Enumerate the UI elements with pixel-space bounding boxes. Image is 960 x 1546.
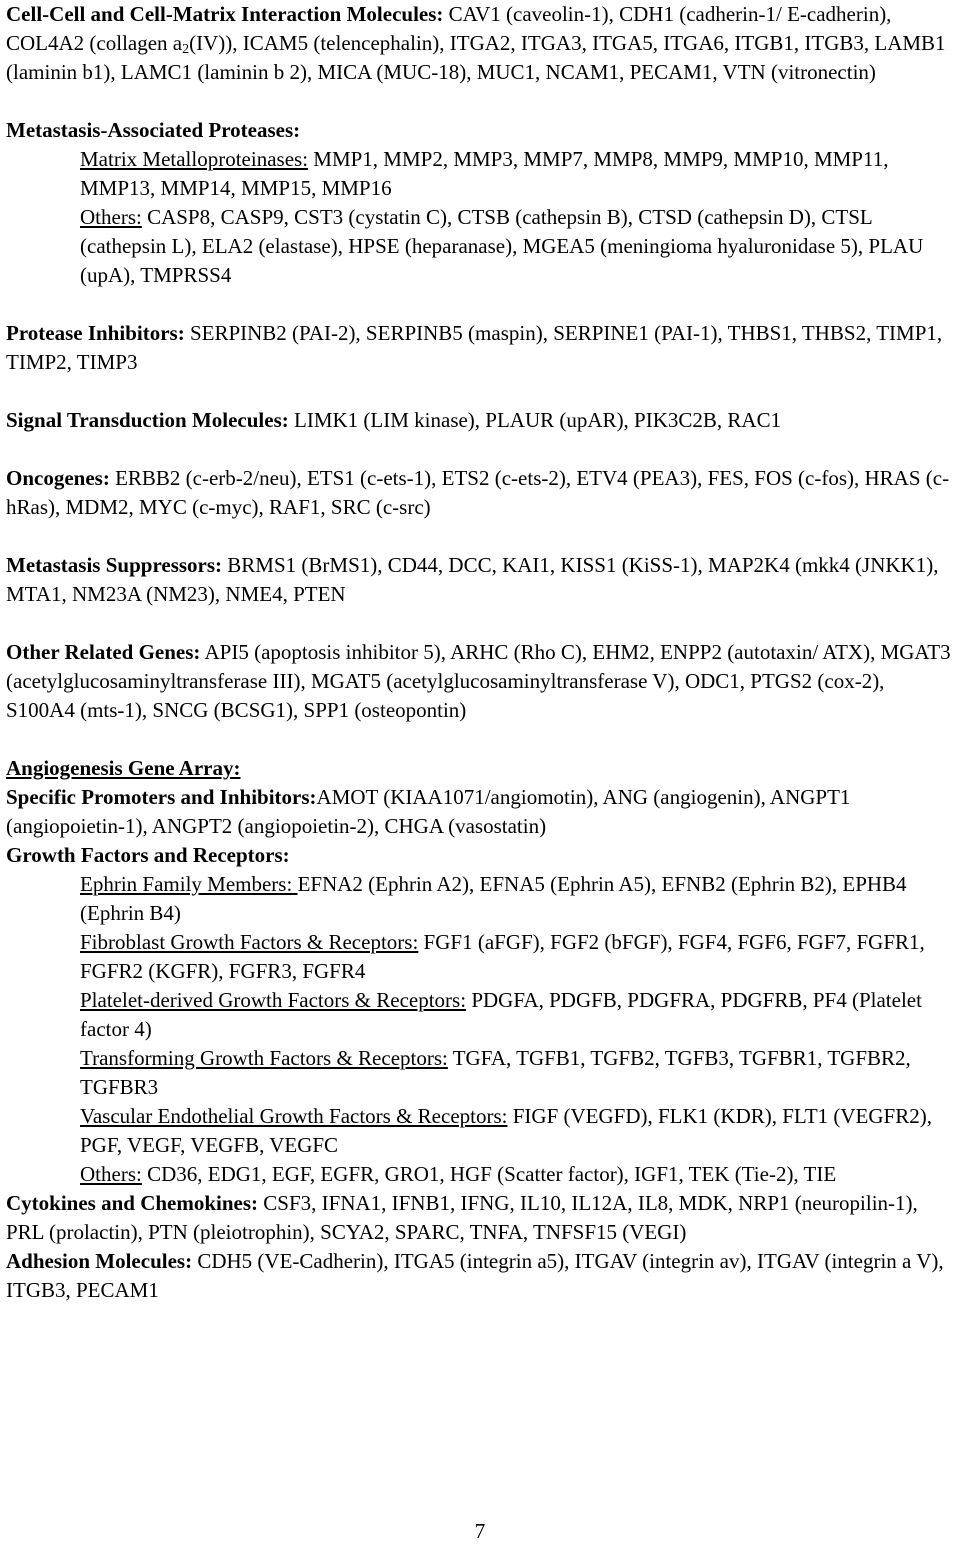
subscript: 2 (182, 42, 190, 57)
cell-cell-paragraph (6, 0, 956, 87)
paragraph-text: PDGFA, PDGFB, PDGFRA, PDGFRB, PF4 (Platelet factor 4) (80, 988, 922, 1041)
page-number: 7 (474, 1519, 486, 1543)
suppressors-paragraph (6, 551, 956, 609)
section-heading: Metastasis Suppressors: (6, 553, 223, 577)
subheading: Fibroblast Growth Factors & Receptors: (80, 930, 419, 954)
subheading: Others: (80, 205, 142, 229)
protease-others-paragraph (6, 203, 956, 290)
section-heading: Cell-Cell and Cell-Matrix Interaction Molecules: (6, 2, 444, 26)
section-heading: Signal Transduction Molecules: (6, 408, 289, 432)
tgf-paragraph (6, 1044, 956, 1102)
paragraph-text: BRMS1 (BrMS1), CD44, DCC, KAI1, KISS1 (KiSS-1), MAP2K4 (mkk4 (JNKK1), MTA1, NM23A (NM23), NME4, PTEN (6, 553, 939, 606)
subheading: Vascular Endothelial Growth Factors & Receptors: (80, 1104, 508, 1128)
subheading: Matrix Metalloproteinases: (80, 147, 309, 171)
subheading: Ephrin Family Members: (80, 872, 298, 896)
ephrin-paragraph (6, 870, 956, 928)
promoters-paragraph (6, 783, 956, 841)
section-heading: Other Related Genes: (6, 640, 201, 664)
signal-paragraph (6, 406, 956, 435)
paragraph-text: CAV1 (caveolin-1), CDH1 (cadherin-1/ E-cadherin), COL4A2 (collagen a (6, 2, 892, 55)
paragraph-text: FIGF (VEGFD), FLK1 (KDR), FLT1 (VEGFR2), PGF, VEGF, VEGFB, VEGFC (80, 1104, 932, 1157)
paragraph-text: API5 (apoptosis inhibitor 5), ARHC (Rho C), EHM2, ENPP2 (autotaxin/ ATX), MGAT3 (acetylglucosaminyltransferase III), MGAT5 (acetylglucosaminyltransferase V), ODC1, PTGS2 (cox-2), S100A4 (mts-1), SNCG (BCSG1), SPP1 (osteopontin) (6, 640, 951, 722)
paragraph-text: (IV)), ICAM5 (telencephalin), ITGA2, ITGA3, ITGA5, ITGA6, ITGB1, ITGB3, LAMB1 (laminin b1), LAMC1 (laminin b 2), MICA (MUC-18), MUC1, NCAM1, PECAM1, VTN (vitronectin) (6, 31, 946, 84)
paragraph-text: TGFA, TGFB1, TGFB2, TGFB3, TGFBR1, TGFBR2, TGFBR3 (80, 1046, 911, 1099)
section-heading: Oncogenes: (6, 466, 110, 490)
oncogenes-paragraph (6, 464, 956, 522)
paragraph-text: AMOT (KIAA1071/angiomotin), ANG (angiogenin), ANGPT1 (angiopoietin-1), ANGPT2 (angiopoietin-2), CHGA (vasostatin) (6, 785, 851, 838)
paragraph-text: MMP1, MMP2, MMP3, MMP7, MMP8, MMP9, MMP10, MMP11, MMP13, MMP14, MMP15, MMP16 (80, 147, 889, 200)
mmp-paragraph (6, 145, 956, 203)
subheading: Others: (80, 1162, 142, 1186)
paragraph-text: ERBB2 (c-erb-2/neu), ETS1 (c-ets-1), ETS2 (c-ets-2), ETV4 (PEA3), FES, FOS (c-fos), HRAS (c-hRas), MDM2, MYC (c-myc), RAF1, SRC (c-src) (6, 466, 950, 519)
section-heading: Protease Inhibitors: (6, 321, 185, 345)
paragraph-text: EFNA2 (Ephrin A2), EFNA5 (Ephrin A5), EFNB2 (Ephrin B2), EPHB4 (Ephrin B4) (80, 872, 907, 925)
paragraph-text: LIMK1 (LIM kinase), PLAUR (upAR), PIK3C2B, RAC1 (288, 408, 782, 432)
adhesion-paragraph (6, 1247, 956, 1305)
angiogenesis-title (6, 754, 956, 783)
section-heading: Metastasis-Associated Proteases: (6, 118, 301, 142)
paragraph-text: CD36, EDG1, EGF, EGFR, GRO1, HGF (Scatter factor), IGF1, TEK (Tie-2), TIE (141, 1162, 837, 1186)
pdgf-paragraph (6, 986, 956, 1044)
other-related-paragraph (6, 638, 956, 725)
cytokines-paragraph (6, 1189, 956, 1247)
section-heading: Adhesion Molecules: (6, 1249, 193, 1273)
section-title: Angiogenesis Gene Array: (6, 756, 241, 780)
inhibitors-paragraph (6, 319, 956, 377)
paragraph-text: CSF3, IFNA1, IFNB1, IFNG, IL10, IL12A, IL8, MDK, NRP1 (neuropilin-1), PRL (prolactin), PTN (pleiotrophin), SCYA2, SPARC, TNFA, TNFSF15 (VEGI) (6, 1191, 918, 1244)
paragraph-text: FGF1 (aFGF), FGF2 (bFGF), FGF4, FGF6, FGF7, FGFR1, FGFR2 (KGFR), FGFR3, FGFR4 (80, 930, 925, 983)
growth-others-paragraph (6, 1160, 956, 1189)
subheading: Platelet-derived Growth Factors & Receptors: (80, 988, 467, 1012)
subheading: Transforming Growth Factors & Receptors: (80, 1046, 448, 1070)
section-heading: Growth Factors and Receptors: (6, 843, 290, 867)
document-page (6, 0, 956, 1305)
section-heading: Specific Promoters and Inhibitors: (6, 785, 317, 809)
paragraph-text: CASP8, CASP9, CST3 (cystatin C), CTSB (cathepsin B), CTSD (cathepsin D), CTSL (cathepsin L), ELA2 (elastase), HPSE (heparanase), MGEA5 (meningioma hyaluronidase 5), PLAU (upA), TMPRSS4 (80, 205, 924, 287)
vegf-paragraph (6, 1102, 956, 1160)
fgf-paragraph (6, 928, 956, 986)
paragraph-text: SERPINB2 (PAI-2), SERPINB5 (maspin), SERPINE1 (PAI-1), THBS1, THBS2, TIMP1, TIMP2, TIMP3 (6, 321, 943, 374)
section-heading: Cytokines and Chemokines: (6, 1191, 259, 1215)
paragraph-text: CDH5 (VE-Cadherin), ITGA5 (integrin a5), ITGAV (integrin av), ITGAV (integrin a V), ITGB3, PECAM1 (6, 1249, 944, 1302)
